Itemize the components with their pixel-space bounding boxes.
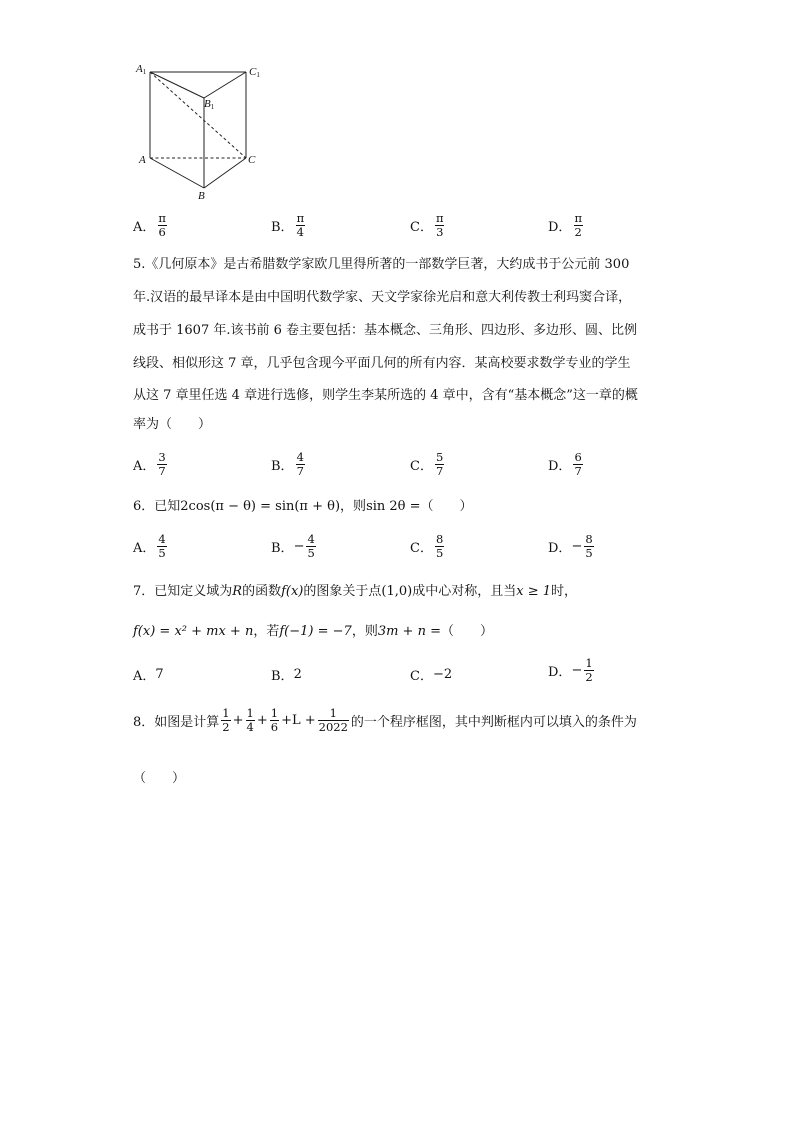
fraction: $\frac{1}{4}$ [246,706,254,734]
fraction: $\frac{1}{2022}$ [318,706,348,734]
fraction: $\frac{1}{6}$ [270,706,279,734]
q7-option-d[interactable]: D． − $\frac{1}{2}$ [548,656,593,684]
option-letter: A． [133,669,156,684]
q7-function-expr: f(x) = x² + mx + n [133,624,254,639]
option-letter: A． [133,459,156,474]
q5-line-6: 率为（ ） [133,417,212,432]
q6-option-b[interactable]: B． − $\frac{4}{5}$ [271,532,315,560]
edge-a-b [150,158,204,188]
fraction: $\frac{8}{5}$ [585,532,593,560]
q7-option-c[interactable]: C． −2 [410,667,453,684]
fraction: $\frac{1}{2}$ [585,656,593,684]
fraction: $\frac{1}{2}$ [222,706,230,734]
fraction: $\frac{3}{7}$ [158,450,166,478]
q5-line-4: 线段、相似形这 7 章，几乎包含现今平面几何的所有内容．某高校要求数学专业的学生 [133,356,631,371]
q4-option-d[interactable] [548,212,585,239]
label-a: A [139,154,146,166]
option-letter: D． [548,541,572,556]
q7-option-b[interactable]: B． 2 [271,667,302,684]
option-letter: C． [410,669,433,684]
option-letter: A． [133,220,156,235]
q5-line-2: 年.汉语的最早译本是由中国明代数学家、天文学家徐光启和意大利传教士利玛窦合译， [133,290,632,305]
edge-a1-b1 [150,72,204,98]
fraction: $\frac{4}{7}$ [296,450,304,478]
label-a1: $A_1$ [136,63,147,76]
option-letter: B． [271,541,294,556]
option-letter: D． [548,220,572,235]
prism-diagram [134,62,264,207]
q8-answer-paren: （ ） [133,771,186,786]
option-letter: D． [548,459,572,474]
option-letter: B． [271,220,294,235]
edge-b1-c1 [204,72,246,98]
fraction: $\frac{4}{5}$ [158,532,166,560]
fraction: $\frac{8}{5}$ [435,532,444,560]
label-b1: $B_1$ [204,98,215,111]
q6-option-d[interactable]: D． − $\frac{8}{5}$ [548,532,593,560]
q6-equation: 2cos(π − θ) = sin(π + θ) [180,499,341,514]
fraction: $\frac{\pi}{4}$ [296,211,305,239]
q5-line-1: 5.《几何原本》是古希腊数学家欧几里得所著的一部数学巨著，大约成书于公元前 300 [133,257,630,272]
label-c1: $C_1$ [249,66,260,79]
edge-b-c [204,158,246,188]
q8-stem: 8．如图是计算 $\frac{1}{2}$ + $\frac{1}{4}$ + $\frac{1}{6}$ +L + $\frac{1}{2022}$ 的一个程序框图，其中判断框内可以填入的条件为 [133,706,637,734]
fraction: $\frac{\pi}{6}$ [158,211,166,239]
q7-stem-line-2: f(x) = x² + mx + n，若f(−1) = −7，则3m + n =（ ） [133,624,493,639]
option-letter: B． [271,459,294,474]
q4-option-c[interactable] [410,212,447,239]
q6-option-a[interactable] [133,533,169,560]
option-letter: A． [133,541,156,556]
q4-option-b[interactable] [271,212,307,239]
q6-option-c[interactable] [410,533,446,560]
option-letter: C． [410,220,433,235]
label-c: C [248,154,256,166]
label-b: B [198,190,205,202]
q6-target: sin 2θ = [366,499,421,514]
diag-a1-c-hidden [150,72,246,158]
option-letter: B． [271,669,294,684]
q5-line-5: 从这 7 章里任选 4 章进行选修，则学生李某所选的 4 章中，含有“基本概念”这一章的概 [133,388,638,403]
q6-stem: 6．已知2cos(π − θ) = sin(π + θ)，则sin 2θ =（ ） [133,499,473,514]
q5-option-a[interactable] [133,451,169,478]
option-letter: C． [410,459,433,474]
q7-option-a[interactable]: A． 7 [133,667,164,684]
q5-option-c[interactable] [410,451,446,478]
option-letter: C． [410,541,433,556]
q4-option-a[interactable] [133,212,169,239]
fraction: $\frac{\pi}{2}$ [574,211,582,239]
q7-stem-line-1: 7．已知定义域为R的函数f(x)的图象关于点(1,0)成中心对称，且当x ≥ 1时， [133,584,578,599]
prism-figure [134,62,264,207]
fraction: $\frac{4}{5}$ [307,532,315,560]
fraction: $\frac{5}{7}$ [435,450,444,478]
option-letter: D． [548,665,572,680]
fraction: $\frac{6}{7}$ [574,450,582,478]
q5-option-b[interactable] [271,451,307,478]
q5-line-3: 成书于 1607 年.该书前 6 卷主要包括：基本概念、三角形、四边形、多边形、圆、比例 [133,323,638,338]
q5-option-d[interactable] [548,451,585,478]
fraction: $\frac{\pi}{3}$ [435,211,444,239]
